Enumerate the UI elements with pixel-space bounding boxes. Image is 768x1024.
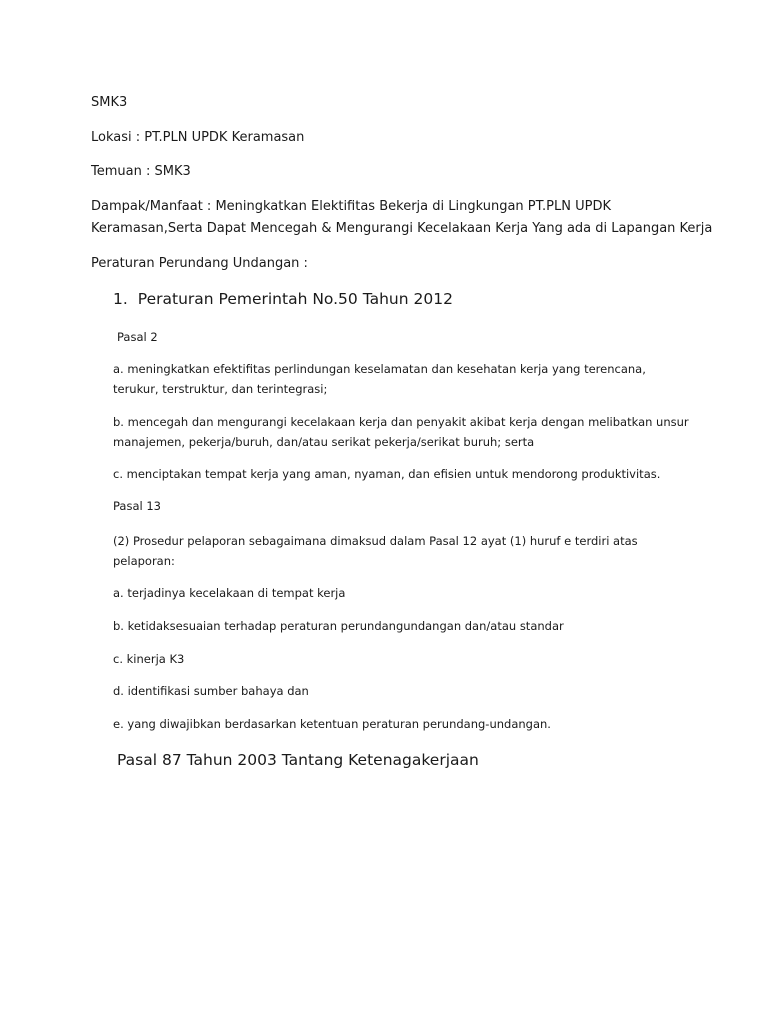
pasal-13-2-line-1: (2) Prosedur pelaporan sebagaimana dimaksud dalam Pasal 12 ayat (1) huruf e terdiri atas	[113, 534, 638, 548]
pasal-2-c: c. menciptakan tempat kerja yang aman, nyaman, dan efisien untuk mendorong produktivitas.	[113, 467, 661, 481]
pasal-2-a-line-1: a. meningkatkan efektifitas perlindungan keselamatan dan kesehatan kerja yang terencana,	[113, 362, 646, 376]
pasal-13-a: a. terjadinya kecelakaan di tempat kerja	[113, 586, 346, 600]
pasal-13-heading: Pasal 13	[113, 499, 161, 513]
list-item-number: 1.	[113, 290, 128, 308]
pasal-2-b-line-2: manajemen, pekerja/buruh, dan/atau serikat pekerja/serikat buruh; serta	[113, 435, 535, 449]
pasal-13-c: c. kinerja K3	[113, 652, 185, 666]
pasal-2-a-line-2: terukur, terstruktur, dan terintegrasi;	[113, 382, 328, 396]
temuan-line: Temuan : SMK3	[91, 164, 191, 179]
dampak-line-1: Dampak/Manfaat : Meningkatkan Elektifitas Bekerja di Lingkungan PT.PLN UPDK	[91, 199, 611, 214]
list-item	[113, 288, 453, 310]
pasal-2-heading: Pasal 2	[117, 330, 158, 344]
peraturan-heading: Peraturan Perundang Undangan :	[91, 256, 308, 271]
document-title: SMK3	[91, 95, 128, 110]
pasal-13-b: b. ketidaksesuaian terhadap peraturan perundangundangan dan/atau standar	[113, 619, 564, 633]
pasal-13-2-line-2: pelaporan:	[113, 554, 175, 568]
dampak-line-2: Keramasan,Serta Dapat Mencegah & Mengurangi Kecelakaan Kerja Yang ada di Lapangan Kerja	[91, 221, 713, 236]
pasal-13-e: e. yang diwajibkan berdasarkan ketentuan peraturan perundang-undangan.	[113, 717, 551, 731]
pasal-87-heading: Pasal 87 Tahun 2003 Tantang Ketenagakerjaan	[117, 751, 479, 769]
lokasi-line: Lokasi : PT.PLN UPDK Keramasan	[91, 130, 305, 145]
pasal-2-b-line-1: b. mencegah dan mengurangi kecelakaan kerja dan penyakit akibat kerja dengan melibatkan unsur	[113, 415, 689, 429]
pasal-13-d: d. identifikasi sumber bahaya dan	[113, 684, 309, 698]
list-item-text: Peraturan Pemerintah No.50 Tahun 2012	[137, 290, 453, 308]
